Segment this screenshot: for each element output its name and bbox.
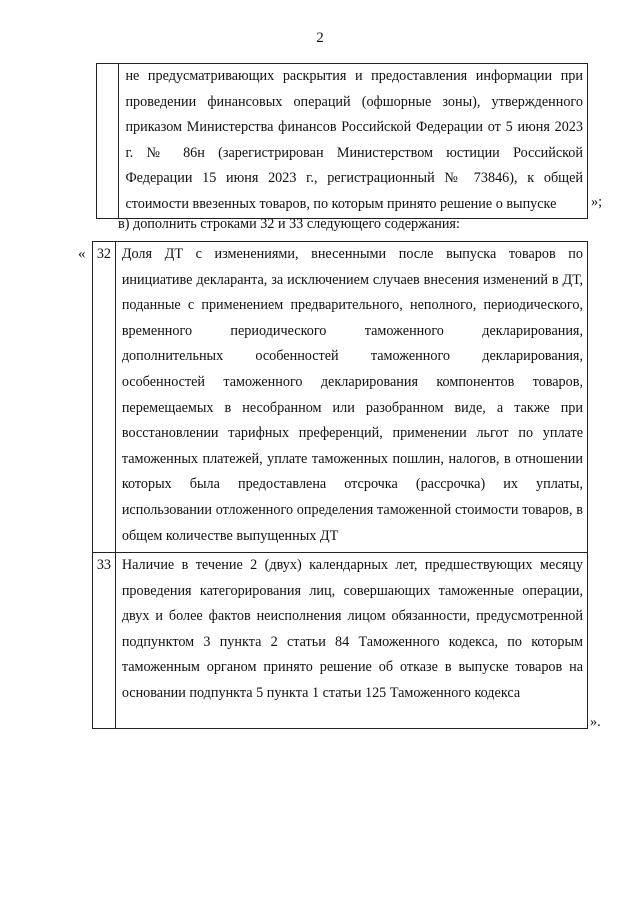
page-number: 2	[316, 30, 324, 46]
table-row	[93, 553, 588, 729]
instruction-text: в) дополнить строками 32 и 33 следующего содержания:	[118, 216, 460, 232]
table-row	[97, 64, 588, 219]
row-text: не предусматривающих раскрытия и предоставления информации при проведении финансовых операций (офшорные зоны), утвержденного приказом Министерства финансов Российской Федерации от 5 июня 2023 г. № 86н (зарегистрирован Министерством юстиции Российской Федерации 15 июня 2023 г., регистрационный № 73846), к общей стоимости ввезенных товаров, по которым принято решение о выпуске	[119, 64, 588, 219]
opening-quote: «	[78, 246, 86, 262]
row-number-cell	[97, 64, 119, 219]
table-new-rows	[92, 241, 588, 729]
closing-quote: »;	[591, 194, 603, 210]
row-number: 32	[93, 242, 116, 553]
table-continuation	[96, 63, 588, 219]
row-text: Наличие в течение 2 (двух) календарных лет, предшествующих месяцу проведения категорирования лиц, совершающих таможенные операции, двух и более фактов неисполнения лицом обязанности, предусмотренной подпунктом 3 пункта 2 статьи 84 Таможенного кодекса, по которым таможенным органом принято решение об отказе в выпуске товаров на основании подпункта 5 пункта 1 статьи 125 Таможенного кодекса	[115, 553, 587, 729]
closing-quote: ».	[590, 714, 601, 730]
table-row	[93, 242, 588, 553]
row-number: 33	[93, 553, 116, 729]
row-text: Доля ДТ с изменениями, внесенными после выпуска товаров по инициативе декларанта, за исключением случаев внесения изменений в ДТ, поданные с применением предварительного, неполного, периодического, временного периодического таможенного декларирования, дополнительных особенностей таможенного декларирования, особенностей таможенного декларирования компонентов товаров, перемещаемых в несобранном или разобранном виде, а также при восстановлении тарифных преференций, применении льгот по уплате таможенных платежей, уплате таможенных пошлин, налогов, в отношении которых была предоставлена отсрочка (рассрочка) их уплаты, использовании отложенного определения таможенной стоимости товаров, в общем количестве выпущенных ДТ	[115, 242, 587, 553]
